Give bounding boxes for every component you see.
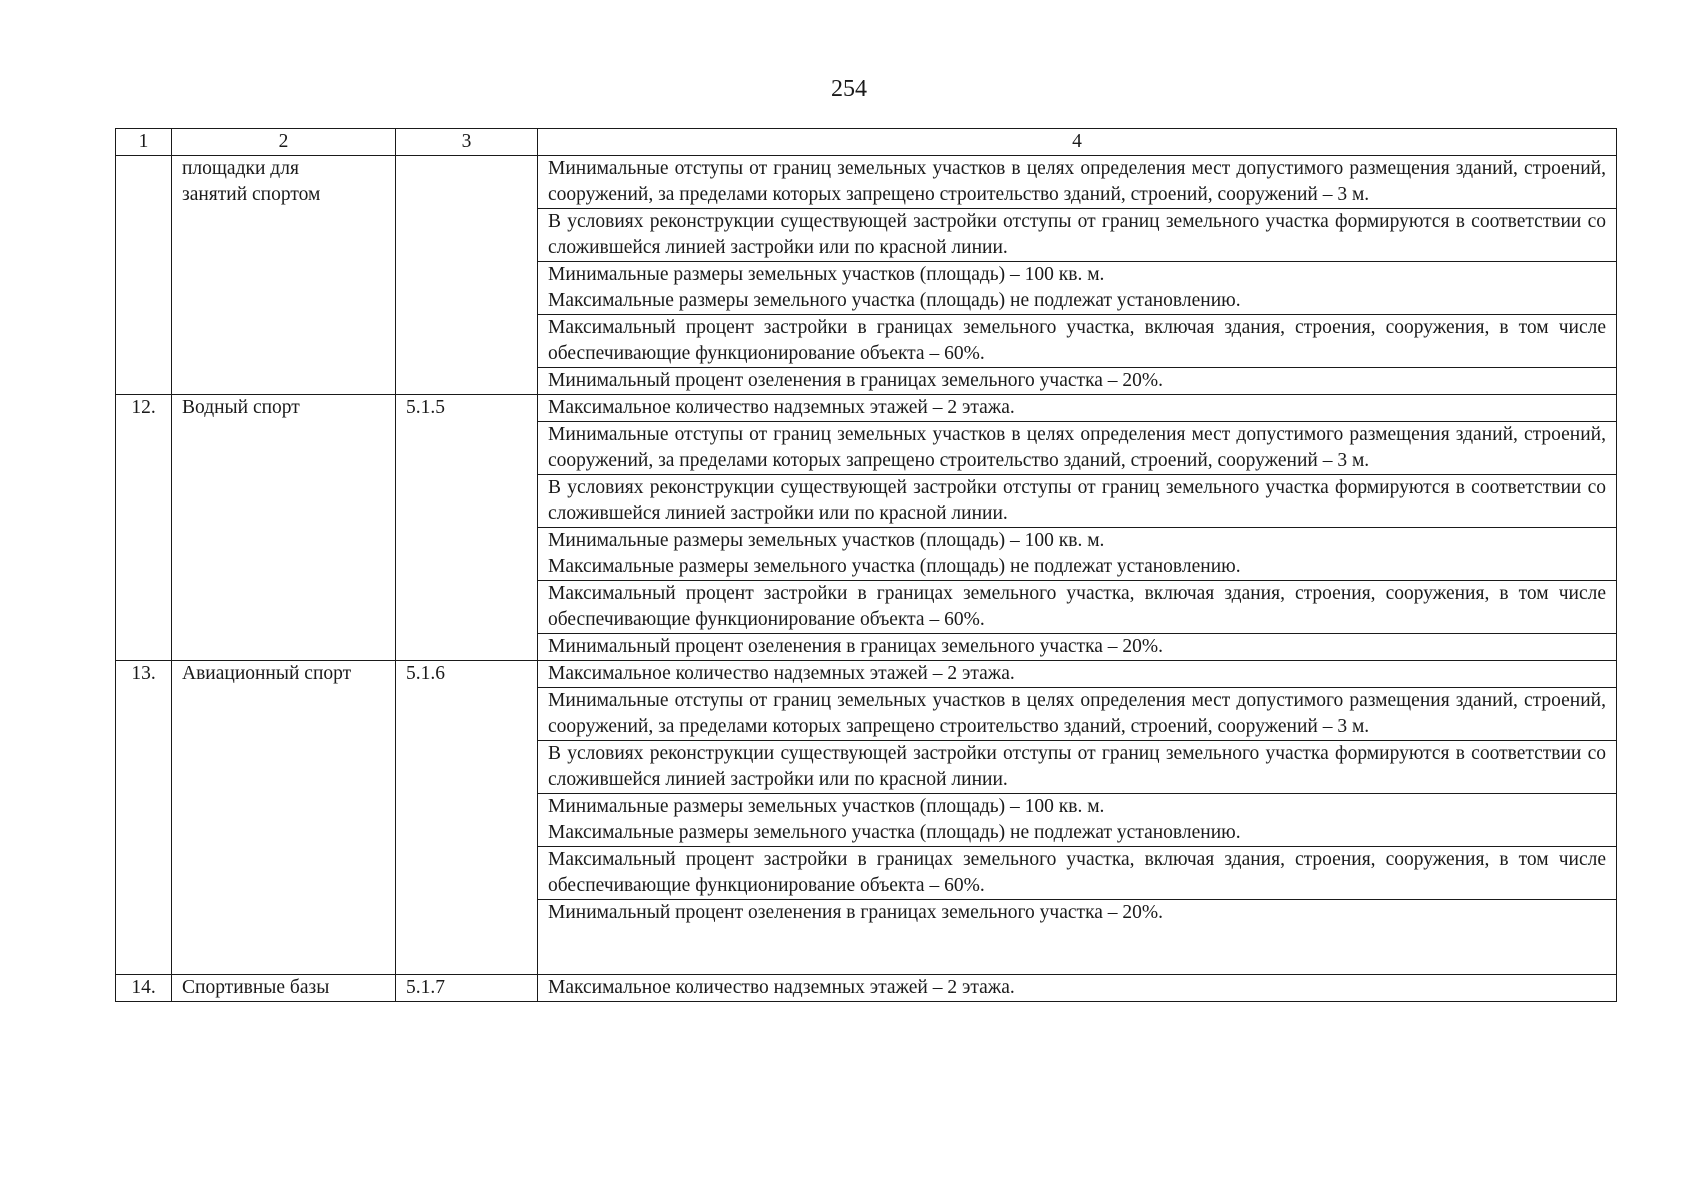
requirement-cell: Минимальные отступы от границ земельных участков в целях определения мест допустимого размещения зданий, строений, сооружений, за пределами которых запрещено строительство зданий, строений, сооружений – 3 м. <box>538 688 1617 741</box>
requirement-cell <box>538 528 1617 581</box>
requirement-cell: В условиях реконструкции существующей застройки отступы от границ земельного участка формируются в соответствии со сложившейся линией застройки или по красной линии. <box>538 475 1617 528</box>
requirement-cell: Максимальное количество надземных этажей – 2 этажа. <box>538 661 1617 688</box>
requirement-cell: В условиях реконструкции существующей застройки отступы от границ земельного участка формируются в соответствии со сложившейся линией застройки или по красной линии. <box>538 741 1617 794</box>
requirement-cell <box>538 794 1617 847</box>
requirement-cell: Минимальный процент озеленения в границах земельного участка – 20%. <box>538 634 1617 661</box>
use-name-cell <box>172 156 396 395</box>
requirement-cell: Минимальные отступы от границ земельных участков в целях определения мест допустимого размещения зданий, строений, сооружений, за пределами которых запрещено строительство зданий, строений, сооружений – 3 м. <box>538 156 1617 209</box>
requirement-cell <box>538 262 1617 315</box>
column-number: 2 <box>172 129 396 156</box>
requirement-cell: Максимальный процент застройки в границах земельного участка, включая здания, строения, сооружения, в том числе обеспечивающие функционирование объекта – 60%. <box>538 315 1617 368</box>
requirement-cell: Минимальные отступы от границ земельных участков в целях определения мест допустимого размещения зданий, строений, сооружений, за пределами которых запрещено строительство зданий, строений, сооружений – 3 м. <box>538 422 1617 475</box>
requirement-cell: Максимальное количество надземных этажей – 2 этажа. <box>538 975 1617 1002</box>
table-row <box>116 975 1617 1002</box>
column-number: 3 <box>396 129 538 156</box>
row-number-cell: 14. <box>116 975 172 1002</box>
requirement-line: Максимальные размеры земельного участка (площадь) не подлежат установлению. <box>548 290 1241 311</box>
requirement-cell: Минимальный процент озеленения в границах земельного участка – 20%. <box>538 368 1617 395</box>
use-name-line: занятий спортом <box>182 184 321 205</box>
requirement-line: Максимальные размеры земельного участка (площадь) не подлежат установлению. <box>548 556 1241 577</box>
requirement-line: Минимальные размеры земельных участков (площадь) – 100 кв. м. <box>548 796 1105 817</box>
requirement-line: Минимальные размеры земельных участков (площадь) – 100 кв. м. <box>548 530 1105 551</box>
row-number-cell <box>116 156 172 395</box>
requirement-cell: В условиях реконструкции существующей застройки отступы от границ земельного участка формируются в соответствии со сложившейся линией застройки или по красной линии. <box>538 209 1617 262</box>
column-number-row <box>116 129 1617 156</box>
requirement-cell: Максимальное количество надземных этажей – 2 этажа. <box>538 395 1617 422</box>
page-number: 254 <box>831 76 867 102</box>
land-use-table <box>115 128 1617 1002</box>
requirement-line: Минимальные размеры земельных участков (площадь) – 100 кв. м. <box>548 264 1105 285</box>
column-number: 1 <box>116 129 172 156</box>
use-name-cell: Водный спорт <box>172 395 396 661</box>
use-code-cell: 5.1.5 <box>396 395 538 661</box>
requirement-line: Максимальные размеры земельного участка (площадь) не подлежат установлению. <box>548 822 1241 843</box>
use-code-cell: 5.1.7 <box>396 975 538 1002</box>
table-row <box>116 661 1617 688</box>
use-code-cell: 5.1.6 <box>396 661 538 975</box>
table-row <box>116 156 1617 209</box>
requirement-cell: Максимальный процент застройки в границах земельного участка, включая здания, строения, сооружения, в том числе обеспечивающие функционирование объекта – 60%. <box>538 581 1617 634</box>
column-number: 4 <box>538 129 1617 156</box>
use-name-cell: Авиационный спорт <box>172 661 396 975</box>
use-code-cell <box>396 156 538 395</box>
requirement-cell: Минимальный процент озеленения в границах земельного участка – 20%. <box>538 900 1617 975</box>
row-number-cell: 12. <box>116 395 172 661</box>
use-name-cell: Спортивные базы <box>172 975 396 1002</box>
requirement-cell: Максимальный процент застройки в границах земельного участка, включая здания, строения, сооружения, в том числе обеспечивающие функционирование объекта – 60%. <box>538 847 1617 900</box>
use-name-line: площадки для <box>182 158 299 179</box>
table-row <box>116 395 1617 422</box>
row-number-cell: 13. <box>116 661 172 975</box>
